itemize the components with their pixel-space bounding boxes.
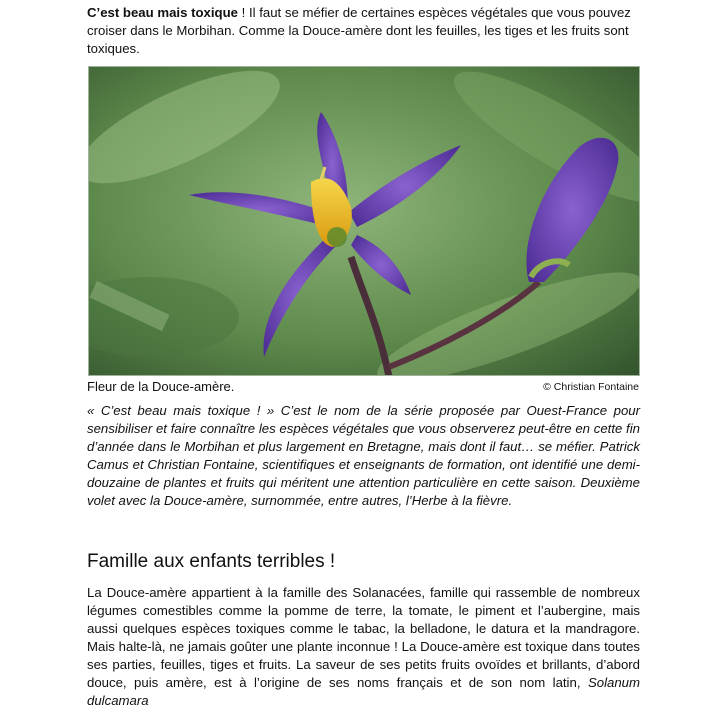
photo-credit: © Christian Fontaine	[543, 381, 639, 393]
intro-italic-paragraph: « C’est beau mais toxique ! » C’est le nom de la série proposée par Ouest-France pour sensibiliser et faire connaître les espèces végétales que vous observerez peut-être en cette fin d’année dans le Morbihan et plus largement en Bretagne, mais dont il faut… se méfier. Patrick Camus et Christian Fontaine, scientifiques et enseignants de formation, ont identifié une demi-douzaine de plantes et fruits qui méritent une attention particulière en cette saison. Deuxième volet avec la Douce-amère, surnommée, entre autres, l’Herbe à la fièvre.	[87, 403, 640, 508]
section-heading: Famille aux enfants terribles !	[87, 551, 336, 572]
photo-caption: Fleur de la Douce-amère.	[87, 379, 235, 394]
intro-bold-lead: C’est beau mais toxique	[87, 5, 238, 20]
flower-illustration	[89, 67, 640, 376]
flower-photo	[88, 66, 640, 376]
section-body-text: La Douce-amère appartient à la famille des Solanacées, famille qui rassemble de nombreux légumes comestibles comme la pomme de terre, la tomate, le piment et l’aubergine, mais aussi quelques espèces toxiques comme le tabac, la belladone, le datura et la mandragore. Mais halte-là, ne jamais goûter une plante inconnue ! La Douce-amère est toxique dans toutes ses parties, feuilles, tiges et fruits. La saveur de ses petits fruits ovoïdes et brillants, d’abord douce, puis amère, est à l’origine de ses noms français et de son nom latin,	[87, 585, 640, 690]
latin-name: Solanum dulcamara	[87, 675, 640, 708]
intro-paragraph	[87, 4, 640, 58]
intro-text: ! Il faut se méfier de certaines espèces végétales que vous pouvez croiser dans le Morbihan. Comme la Douce-amère dont les feuilles, les tiges et les fruits sont toxiques.	[87, 5, 631, 56]
section-body	[87, 584, 640, 710]
